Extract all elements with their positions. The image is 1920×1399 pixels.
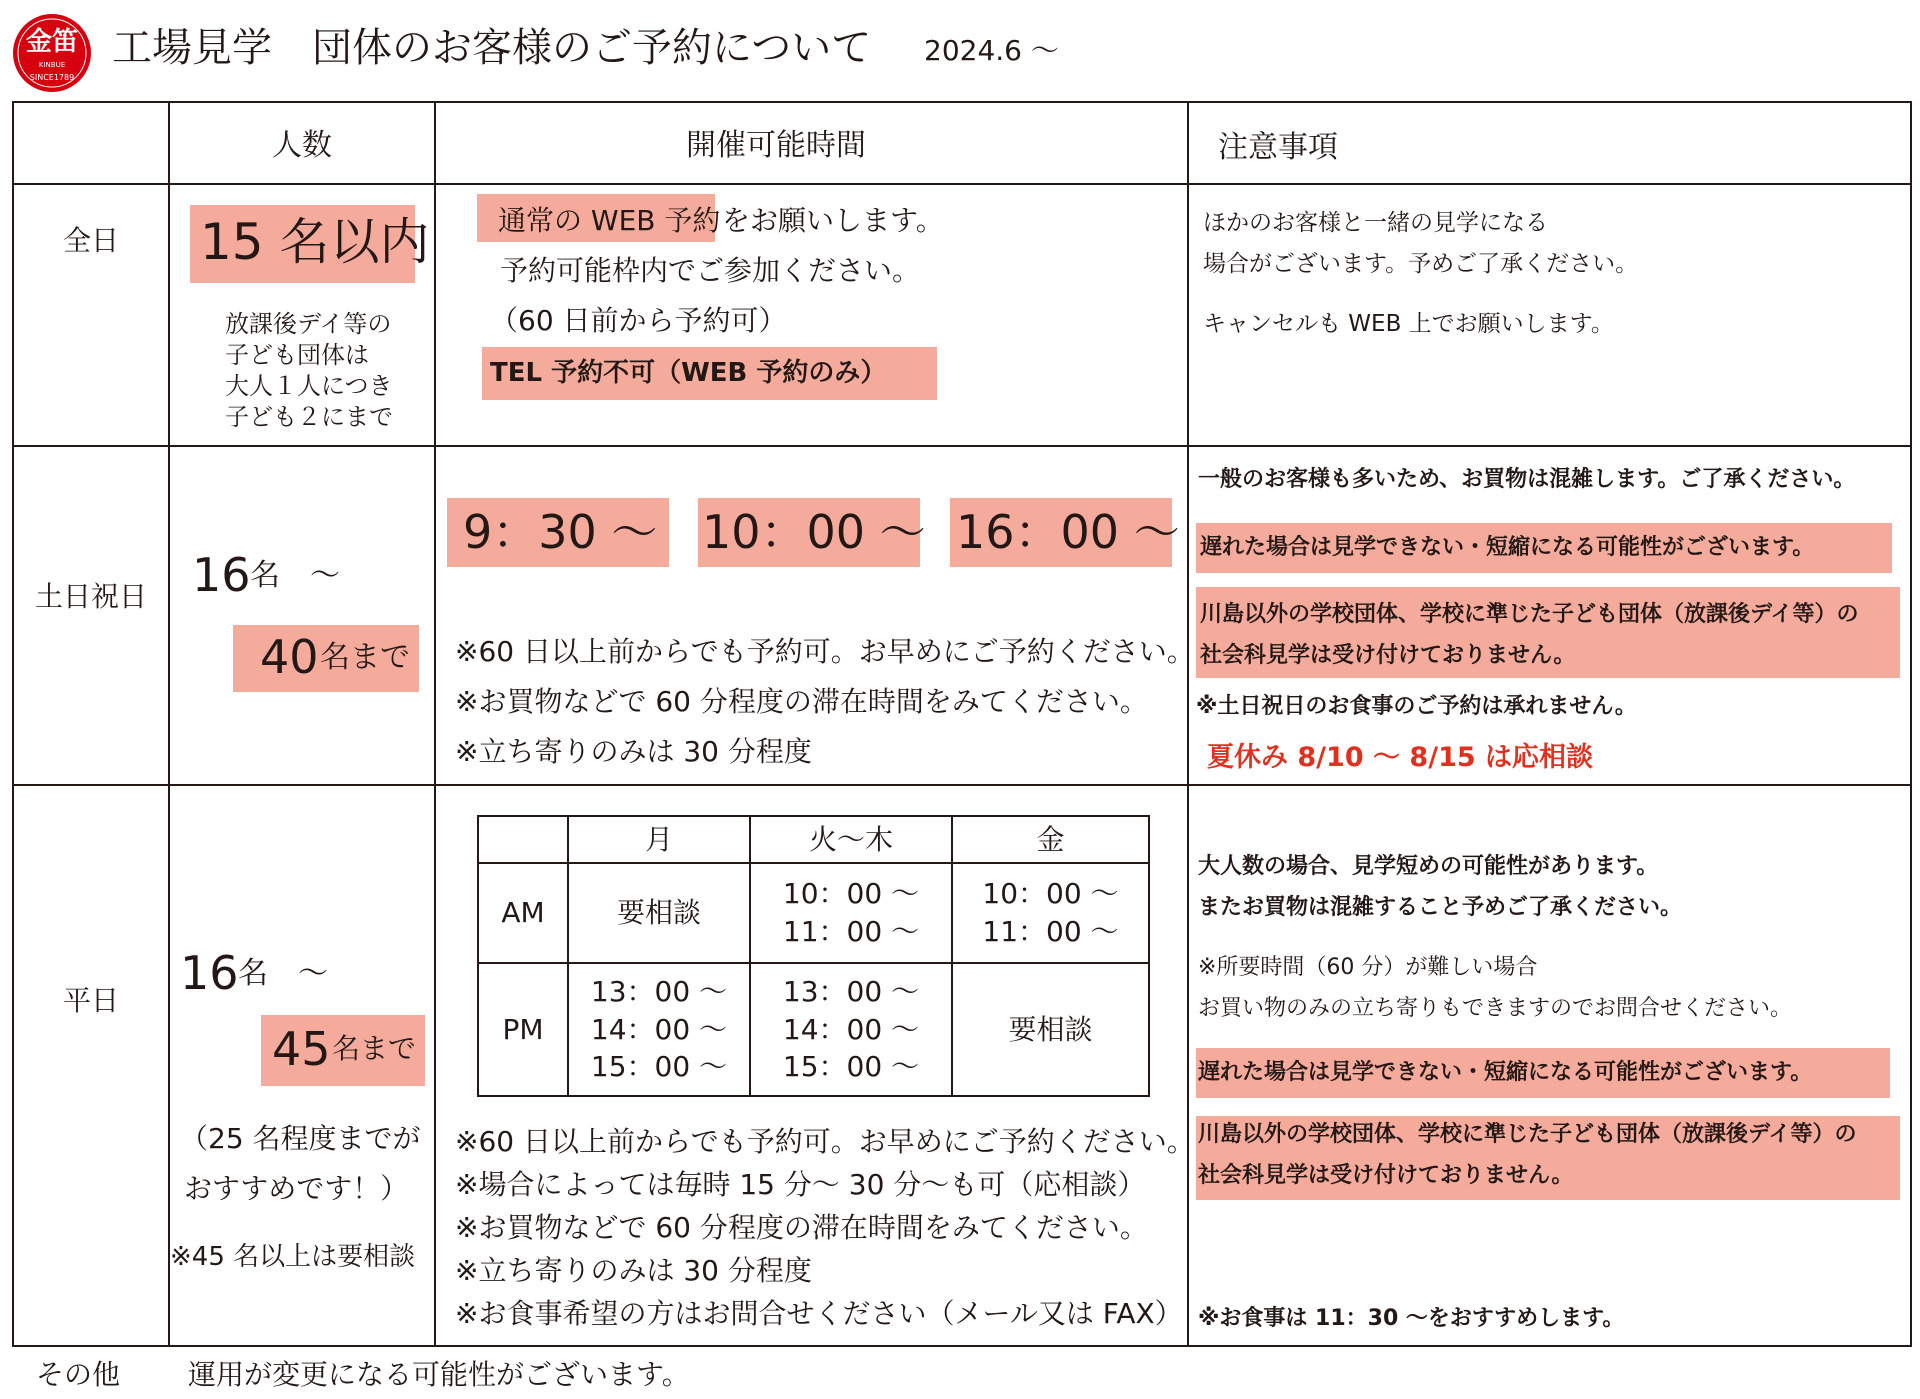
tel-note: TEL 予約不可（WEB 予約のみ） <box>490 358 887 388</box>
schedule-time: 10：00 ～ <box>982 877 1119 911</box>
column-header-times: 開催可能時間 <box>686 128 866 163</box>
table-line <box>12 101 1912 103</box>
schedule-header-blank <box>478 816 568 863</box>
notes-weekday-req2: お買い物のみの立ち寄りもできますのでお問合せください。 <box>1198 996 1793 1021</box>
people-max-weekend-num: 40 <box>260 630 319 684</box>
notes-weekday-bold2: またお買物は混雑すること予めご了承ください。 <box>1198 895 1683 920</box>
people-recommend-line1: （25 名程度までが <box>180 1122 421 1155</box>
notes-allday-line2: 場合がございます。予めご了承ください。 <box>1203 251 1639 277</box>
column-header-notes: 注意事項 <box>1218 130 1338 165</box>
people-from-weekend-num: 16 <box>192 548 251 602</box>
table-line <box>1187 101 1189 1347</box>
schedule-time: 14：00 ～ <box>782 1012 920 1046</box>
notes-weekend-school2: 社会科見学は受け付けておりません。 <box>1200 643 1576 668</box>
people-limit-allday: 15 名以内 <box>200 213 430 271</box>
times-note-line: ※60 日以上前からでも予約可。お早めにご予約ください。 <box>455 1125 1195 1158</box>
schedule-pm-mon <box>568 963 750 1096</box>
time-slot: 16：00 ～ <box>956 505 1180 559</box>
people-recommend-line2: おすすめです！） <box>184 1172 409 1205</box>
web-reservation-text: 通常の WEB 予約 <box>498 204 721 237</box>
page-date: 2024.6 ～ <box>924 34 1059 67</box>
row-label-weekday: 平日 <box>62 984 119 1017</box>
weekday-schedule-table <box>477 815 1150 1097</box>
times-note-line: ※場合によっては毎時 15 分～ 30 分～も可（応相談） <box>455 1168 1146 1201</box>
schedule-time: 10：00 ～ <box>782 877 920 911</box>
people-max-weekend-unit: 名まで <box>320 640 410 675</box>
table-line <box>12 1345 1912 1347</box>
notes-summer-holiday: 夏休み 8/10 ～ 8/15 は応相談 <box>1207 742 1594 773</box>
column-header-people: 人数 <box>272 128 332 163</box>
times-note-line: ※お買物などで 60 分程度の滞在時間をみてください。 <box>455 1211 1148 1244</box>
people-from-weekend-unit: 名 ～ <box>250 558 340 593</box>
notes-weekday-school2: 社会科見学は受け付けておりません。 <box>1198 1163 1574 1188</box>
notes-weekend-school1: 川島以外の学校団体、学校に準じた子ども団体（放課後デイ等）の <box>1200 602 1859 627</box>
schedule-am-fri <box>952 863 1149 963</box>
table-line <box>1910 101 1912 1347</box>
schedule-pm-fri: 要相談 <box>952 963 1149 1096</box>
logo-bottom-text: SINCE1789 <box>29 73 75 82</box>
notes-weekday-late: 遅れた場合は見学できない・短縮になる可能性がございます。 <box>1198 1060 1813 1085</box>
schedule-time: 11：00 ～ <box>782 915 920 948</box>
notes-weekend-meal: ※土日祝日のお食事のご予約は承れません。 <box>1196 694 1637 719</box>
people-max-weekday-num: 45 <box>272 1022 331 1076</box>
schedule-pm-label: PM <box>478 963 568 1096</box>
notes-allday-line1: ほかのお客様と一緒の見学になる <box>1203 210 1548 236</box>
times-note-line: ※立ち寄りのみは 30 分程度 <box>455 735 812 768</box>
page-title: 工場見学 団体のお客様のご予約について <box>112 25 872 71</box>
people-max-weekday-unit: 名まで <box>332 1032 417 1065</box>
notes-weekday-meal: ※お食事は 11：30 ～をおすすめします。 <box>1198 1306 1625 1331</box>
schedule-header-tue-thu: 火～木 <box>750 816 952 863</box>
schedule-pm-tue-thu <box>750 963 952 1096</box>
schedule-am-mon: 要相談 <box>568 863 750 963</box>
schedule-header-fri: 金 <box>952 816 1149 863</box>
brand-logo <box>12 13 92 93</box>
notes-allday-line3: キャンセルも WEB 上でお願いします。 <box>1203 311 1614 337</box>
table-line <box>12 101 14 1347</box>
people-note-line: 子ども団体は <box>225 341 369 369</box>
table-line <box>434 101 436 1347</box>
times-allday-line2: 予約可能枠内でご参加ください。 <box>500 254 921 287</box>
logo-top-text: KINBUE <box>38 61 66 69</box>
notes-weekday-bold1: 大人数の場合、見学短めの可能性があります。 <box>1198 854 1659 879</box>
times-allday-line3: （60 日前から予約可） <box>490 304 787 337</box>
notes-weekend-crowded: 一般のお客様も多いため、お買物は混雑します。ご了承ください。 <box>1198 467 1856 492</box>
row-label-weekend: 土日祝日 <box>34 580 147 613</box>
table-line <box>12 183 1912 185</box>
people-from-weekday-num: 16 <box>180 946 239 1000</box>
web-reservation-rest: をお願いします。 <box>722 204 944 237</box>
schedule-time: 15：00 ～ <box>782 1050 920 1084</box>
times-note-line: ※お食事希望の方はお問合せください（メール又は FAX） <box>455 1297 1183 1330</box>
schedule-time: 14：00 ～ <box>590 1012 728 1046</box>
schedule-time: 13：00 ～ <box>590 974 728 1008</box>
time-slot: 10：00 ～ <box>702 505 926 559</box>
table-line <box>12 445 1912 447</box>
notes-weekend-late: 遅れた場合は見学できない・短縮になる可能性がございます。 <box>1200 535 1815 560</box>
table-line <box>168 101 170 1347</box>
schedule-time: 13：00 ～ <box>782 974 920 1008</box>
times-note-line: ※60 日以上前からでも予約可。お早めにご予約ください。 <box>455 635 1195 668</box>
people-note-line: 放課後デイ等の <box>225 310 392 338</box>
schedule-header-mon: 月 <box>568 816 750 863</box>
footer-text: 運用が変更になる可能性がございます。 <box>188 1358 690 1391</box>
people-over-note: ※45 名以上は要相談 <box>170 1242 416 1272</box>
notes-weekday-req1: ※所要時間（60 分）が難しい場合 <box>1198 955 1538 980</box>
time-slot: 9：30 ～ <box>463 505 658 559</box>
logo-main-text: 金笛 <box>25 27 78 57</box>
schedule-am-label: AM <box>478 863 568 963</box>
footer-label: その他 <box>36 1358 121 1391</box>
table-line <box>12 784 1912 786</box>
schedule-time: 11：00 ～ <box>982 915 1119 948</box>
schedule-am-tue-thu <box>750 863 952 963</box>
people-from-weekday-unit: 名 ～ <box>238 956 328 991</box>
times-note-line: ※お買物などで 60 分程度の滞在時間をみてください。 <box>455 685 1148 718</box>
times-note-line: ※立ち寄りのみは 30 分程度 <box>455 1254 812 1287</box>
people-note-line: 子ども２にまで <box>225 403 393 431</box>
people-note-line: 大人１人につき <box>225 372 393 400</box>
schedule-time: 15：00 ～ <box>590 1050 728 1084</box>
row-label-allday: 全日 <box>62 224 119 257</box>
notes-weekday-school1: 川島以外の学校団体、学校に準じた子ども団体（放課後デイ等）の <box>1198 1122 1857 1147</box>
